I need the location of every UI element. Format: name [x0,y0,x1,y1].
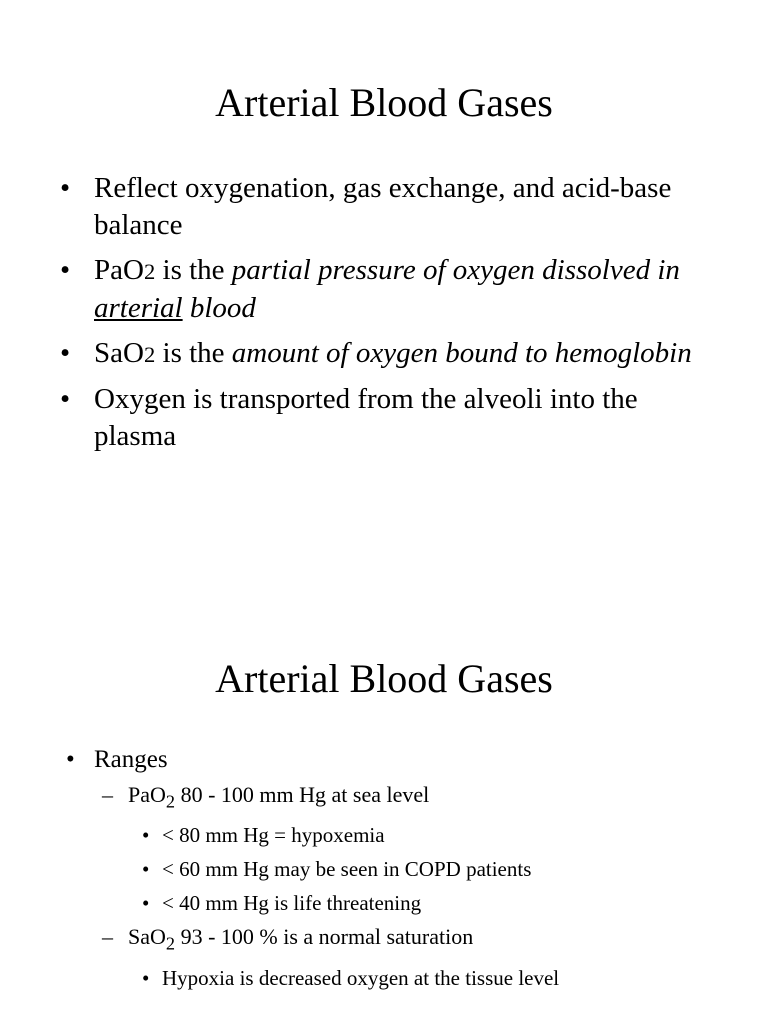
bullet-text: Ranges [94,746,168,773]
bullet-item-sao2 [60,335,720,373]
sub-item-sao2-range [64,920,744,960]
bullet-text: is the [155,254,232,286]
bullet-item-oxygen-transport [60,381,720,455]
subscript-2: 2 [165,791,176,812]
sub-item-pao2-range [64,778,744,818]
bullet-text: Oxygen is transported from the alveoli into the plasma [94,383,638,452]
bullet-item-reflect [60,170,720,244]
sao2-label: SaO [94,337,144,369]
bullet-item-pao2 [60,252,720,327]
underlined-text: arterial [94,292,183,324]
dash-icon: – [102,782,113,807]
slide-title: Arterial Blood Gases [215,80,553,125]
subscript-2: 2 [143,342,156,368]
italic-text: partial pressure of oxygen dissolved in [231,254,680,286]
bullet-icon: • [60,383,71,415]
slide-2 [0,512,768,1024]
bullet-icon: • [60,337,71,369]
bullet-icon: • [142,891,150,916]
bullet-icon: • [66,746,75,773]
item-text: Hypoxia is decreased oxygen at the tissue level [162,965,560,990]
italic-text: amount of oxygen bound to hemoglobin [231,337,692,369]
dash-icon: – [102,924,113,950]
bullet-list [64,742,744,995]
slide-title: Arterial Blood Gases [215,656,553,701]
pao2-label: PaO [128,782,166,807]
italic-text: blood [182,292,256,324]
sub-sub-item [64,961,744,995]
sub-sub-item [64,886,744,920]
item-text: < 60 mm Hg may be seen in COPD patients [162,857,532,882]
bullet-icon: • [60,254,71,286]
bullet-text: Reflect oxygenation, gas exchange, and acid-base balance [94,172,672,241]
bullet-list [60,170,720,463]
item-text: < 40 mm Hg is life threatening [162,891,422,916]
bullet-icon: • [142,857,150,882]
pao2-label: PaO [94,254,144,286]
range-text: 93 - 100 % is a normal saturation [175,924,474,950]
bullet-icon: • [142,823,150,848]
bullet-icon: • [142,965,150,990]
bullet-item-ranges [64,742,744,778]
bullet-text: is the [155,337,232,369]
subscript-2: 2 [165,933,176,954]
subscript-2: 2 [143,259,156,285]
sao2-label: SaO [128,924,166,950]
sub-sub-item [64,852,744,886]
range-text: 80 - 100 mm Hg at sea level [175,782,430,807]
sub-sub-item [64,818,744,852]
bullet-icon: • [60,172,71,204]
item-text: < 80 mm Hg = hypoxemia [162,823,385,848]
